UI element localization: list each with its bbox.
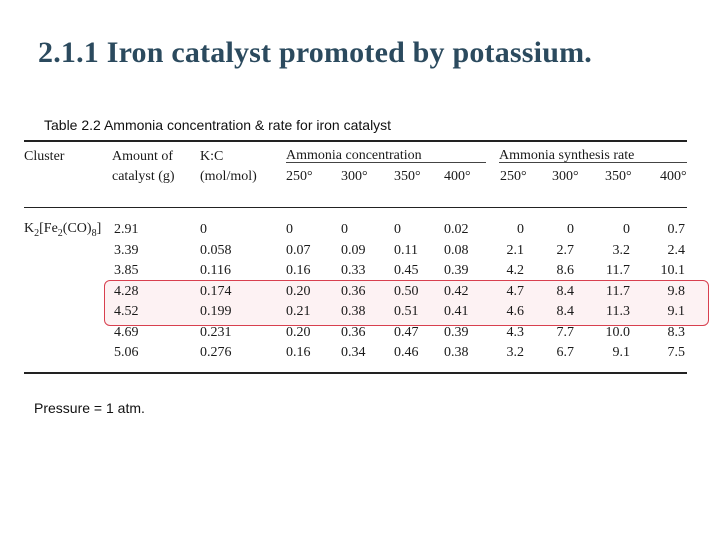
header-amount-line2: catalyst (g) <box>112 169 175 184</box>
cell-rate: 9.8 <box>667 284 685 299</box>
cell-rate: 7.5 <box>667 345 685 360</box>
cell-conc: 0.11 <box>394 243 418 258</box>
cell-conc: 0.07 <box>286 243 311 258</box>
table-header-rule <box>24 207 687 208</box>
header-ammonia-concentration: Ammonia concentration <box>286 148 422 163</box>
cell-conc: 0 <box>341 222 348 237</box>
cell-rate: 8.3 <box>667 325 685 340</box>
cell-rate: 4.6 <box>506 304 524 319</box>
cell-conc: 0 <box>286 222 293 237</box>
cell-conc: 0.39 <box>444 325 469 340</box>
header-kc-line1: K:C <box>200 149 224 164</box>
cell-conc: 0.45 <box>394 263 419 278</box>
table-caption: Table 2.2 Ammonia concentration & rate for iron catalyst <box>44 117 392 133</box>
header-rate-temp-0: 250° <box>500 169 527 184</box>
header-synthesis-rate: Ammonia synthesis rate <box>499 148 635 163</box>
cell-rate: 11.7 <box>606 263 630 278</box>
cell-rate: 0 <box>567 222 574 237</box>
cluster-formula: $K_2[Fe_2(CO)_8]$ <box>24 221 102 239</box>
header-conc-temp-0: 250° <box>286 169 313 184</box>
cell-amount: 5.06 <box>114 345 139 360</box>
cell-kc: 0.231 <box>200 325 232 340</box>
header-rate-temp-3: 400° <box>660 169 687 184</box>
cell-rate: 8.4 <box>556 304 574 319</box>
cell-kc: 0 <box>200 222 207 237</box>
cell-conc: 0.09 <box>341 243 366 258</box>
cell-conc: 0.41 <box>444 304 469 319</box>
cell-conc: 0.02 <box>444 222 469 237</box>
cell-rate: 11.3 <box>606 304 630 319</box>
header-cluster: Cluster <box>24 149 65 164</box>
header-conc-temp-3: 400° <box>444 169 471 184</box>
header-rate-temp-1: 300° <box>552 169 579 184</box>
cell-amount: 3.39 <box>114 243 139 258</box>
cell-rate: 8.6 <box>556 263 574 278</box>
cell-conc: 0.16 <box>286 345 311 360</box>
cell-conc: 0.08 <box>444 243 469 258</box>
cell-rate: 4.7 <box>506 284 524 299</box>
cell-conc: 0.50 <box>394 284 419 299</box>
header-amount-line1: Amount of <box>112 149 174 164</box>
cell-conc: 0.46 <box>394 345 419 360</box>
cell-conc: 0.20 <box>286 284 311 299</box>
cell-conc: 0.38 <box>341 304 366 319</box>
cell-conc: 0.16 <box>286 263 311 278</box>
cell-conc: 0.33 <box>341 263 366 278</box>
cell-rate: 8.4 <box>556 284 574 299</box>
table-top-rule <box>24 140 687 142</box>
cell-rate: 11.7 <box>606 284 630 299</box>
cell-conc: 0.47 <box>394 325 419 340</box>
cell-conc: 0.34 <box>341 345 366 360</box>
cell-conc: 0 <box>394 222 401 237</box>
cell-rate: 0.7 <box>667 222 685 237</box>
cell-kc: 0.058 <box>200 243 232 258</box>
cell-rate: 3.2 <box>612 243 630 258</box>
header-kc-line2: (mol/mol) <box>200 169 257 184</box>
cell-conc: 0.39 <box>444 263 469 278</box>
cell-kc: 0.276 <box>200 345 232 360</box>
header-rate-temp-2: 350° <box>605 169 632 184</box>
cell-conc: 0.38 <box>444 345 469 360</box>
cell-rate: 10.0 <box>605 325 630 340</box>
cell-conc: 0.36 <box>341 325 366 340</box>
cell-kc: 0.116 <box>200 263 231 278</box>
cell-conc: 0.20 <box>286 325 311 340</box>
cell-conc: 0.42 <box>444 284 469 299</box>
cell-rate: 9.1 <box>667 304 685 319</box>
data-table <box>24 140 687 373</box>
cell-rate: 9.1 <box>612 345 630 360</box>
cell-rate: 4.3 <box>506 325 524 340</box>
slide-title: 2.1.1 Iron catalyst promoted by potassium. <box>38 36 592 69</box>
cell-conc: 0.51 <box>394 304 419 319</box>
cell-rate: 10.1 <box>660 263 685 278</box>
cell-amount: 4.52 <box>114 304 139 319</box>
cell-kc: 0.174 <box>200 284 232 299</box>
cell-rate: 2.1 <box>506 243 524 258</box>
cell-rate: 0 <box>517 222 524 237</box>
table-bottom-rule <box>24 372 687 374</box>
cell-rate: 3.2 <box>506 345 524 360</box>
cell-conc: 0.21 <box>286 304 311 319</box>
header-conc-temp-1: 300° <box>341 169 368 184</box>
cell-amount: 4.69 <box>114 325 139 340</box>
cell-rate: 4.2 <box>506 263 524 278</box>
cell-rate: 2.7 <box>556 243 574 258</box>
cell-kc: 0.199 <box>200 304 232 319</box>
cell-conc: 0.36 <box>341 284 366 299</box>
cell-amount: 2.91 <box>114 222 139 237</box>
pressure-footnote: Pressure = 1 atm. <box>34 400 145 416</box>
header-conc-temp-2: 350° <box>394 169 421 184</box>
cell-amount: 4.28 <box>114 284 139 299</box>
cell-rate: 7.7 <box>556 325 574 340</box>
cell-rate: 2.4 <box>667 243 685 258</box>
cell-rate: 6.7 <box>556 345 574 360</box>
cell-rate: 0 <box>623 222 630 237</box>
cell-amount: 3.85 <box>114 263 139 278</box>
